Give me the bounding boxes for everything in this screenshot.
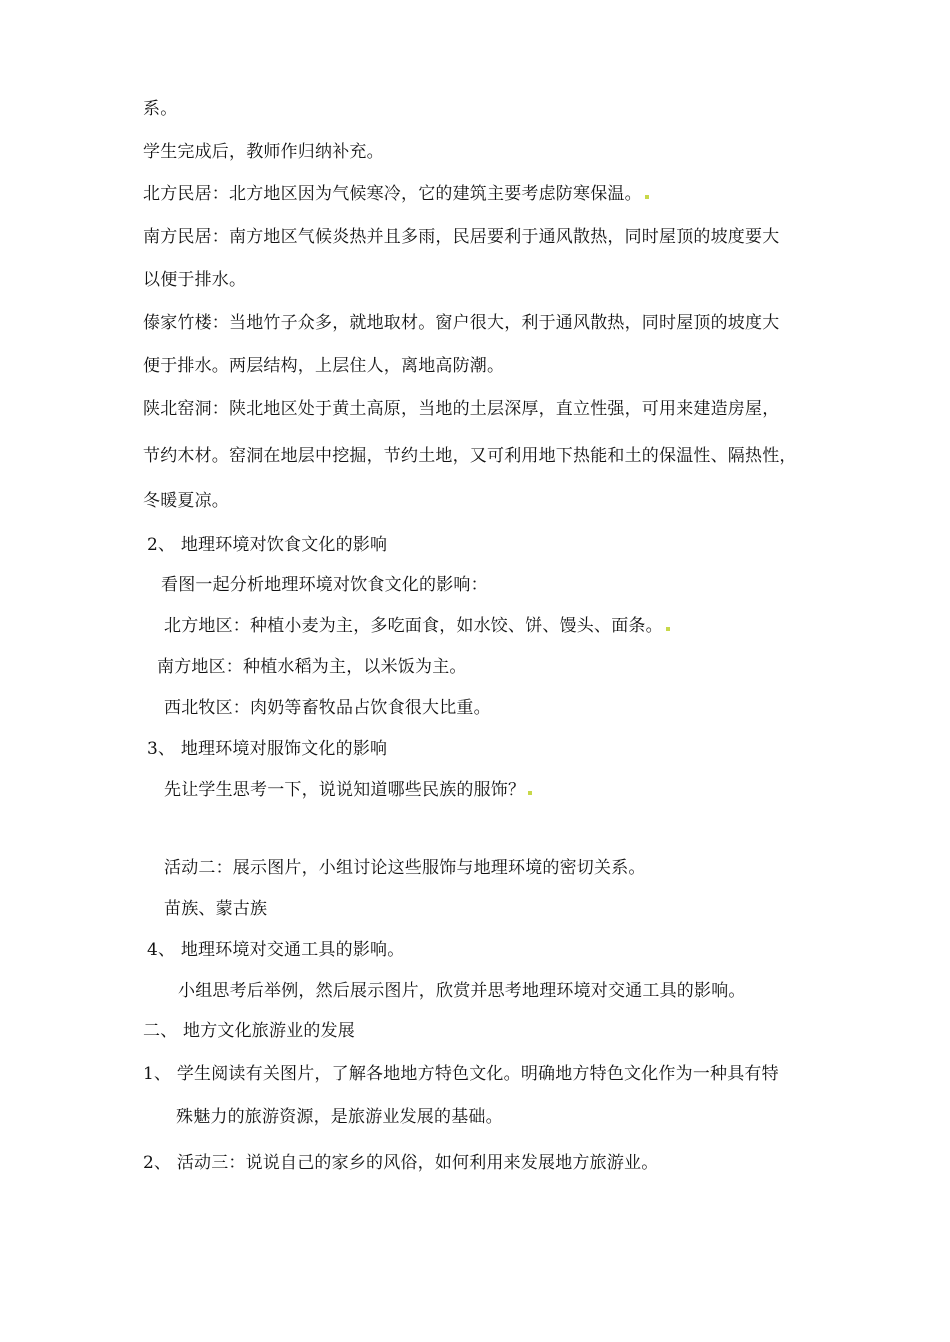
text-line: 苗族、蒙古族	[164, 899, 268, 919]
text-line: 殊魅力的旅游资源，是旅游业发展的基础。	[176, 1107, 503, 1127]
highlight-mark	[528, 791, 532, 795]
section-heading: 3、 地理环境对服饰文化的影响	[147, 739, 388, 759]
text-line	[164, 615, 670, 637]
text-line: 系。	[143, 99, 178, 119]
text-line: 南方民居：南方地区气候炎热并且多雨，民居要利于通风散热，同时屋顶的坡度要大	[143, 227, 780, 247]
text-line: 陕北窑洞：陕北地区处于黄土高原，当地的土层深厚，直立性强，可用来建造房屋，	[143, 399, 780, 419]
text-line: 节约木材。窑洞在地层中挖掘，节约土地，又可利用地下热能和土的保温性、隔热性，	[143, 446, 797, 466]
text-line: 西北牧区：肉奶等畜牧品占饮食很大比重。	[164, 698, 491, 718]
text-line	[164, 779, 532, 801]
text-line: 以便于排水。	[143, 270, 247, 290]
text-line: 小组思考后举例，然后展示图片，欣赏并思考地理环境对交通工具的影响。	[178, 981, 746, 1001]
text-line: 冬暖夏凉。	[143, 491, 229, 511]
text-line: 看图一起分析地理环境对饮食文化的影响：	[161, 575, 488, 595]
text-span: 北方民居：北方地区因为气候寒冷，它的建筑主要考虑防寒保温。	[143, 184, 642, 204]
text-line: 傣家竹楼：当地竹子众多，就地取材。窗户很大，利于通风散热，同时屋顶的坡度大	[143, 313, 780, 333]
text-line	[143, 183, 649, 205]
text-line: 2、 活动三：说说自己的家乡的风俗，如何利用来发展地方旅游业。	[143, 1153, 659, 1173]
section-heading: 4、 地理环境对交通工具的影响。	[147, 940, 405, 960]
highlight-mark	[666, 627, 670, 631]
section-heading: 二、 地方文化旅游业的发展	[143, 1021, 356, 1041]
text-line: 南方地区：种植水稻为主，以米饭为主。	[157, 657, 467, 677]
text-line: 1、 学生阅读有关图片，了解各地地方特色文化。明确地方特色文化作为一种具有特	[143, 1064, 779, 1084]
text-line: 便于排水。两层结构，上层住人，离地高防潮。	[143, 356, 505, 376]
text-span: 先让学生思考一下，说说知道哪些民族的服饰？	[164, 780, 526, 800]
text-span: 北方地区：种植小麦为主，多吃面食，如水饺、饼、馒头、面条。	[164, 616, 663, 636]
text-line: 学生完成后，教师作归纳补充。	[143, 142, 384, 162]
highlight-mark	[645, 195, 649, 199]
section-heading: 2、 地理环境对饮食文化的影响	[147, 535, 388, 555]
text-line: 活动二：展示图片，小组讨论这些服饰与地理环境的密切关系。	[164, 858, 646, 878]
